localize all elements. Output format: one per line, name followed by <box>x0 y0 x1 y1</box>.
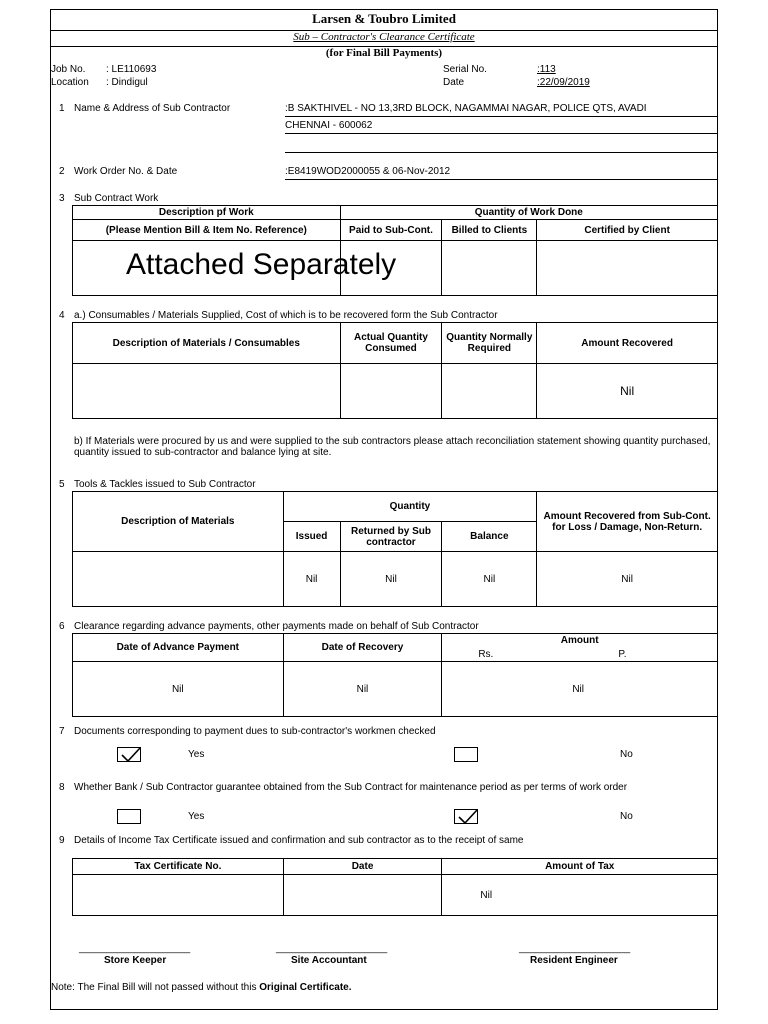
tools-amount-header: Amount Recovered from Sub-Cont. for Loss / Damage, Non-Return. <box>537 492 718 552</box>
address-underline-3 <box>285 152 718 153</box>
section-4b-note: b) If Materials were procured by us and were supplied to the sub contractors please attach reconciliation statement showing quantity purchased, quantity issued to sub-contractor and balance lying at site. <box>74 436 711 458</box>
section-5-number: 5 <box>59 479 65 490</box>
rupees-header: Rs. <box>478 649 494 660</box>
guarantee-no-checkbox[interactable] <box>454 809 478 824</box>
recovery-date-cell: Nil <box>283 662 442 717</box>
site-accountant-label: Site Accountant <box>291 955 367 966</box>
tools-table <box>72 491 718 607</box>
amount-recovered-cell: Nil <box>537 364 718 419</box>
section-9-number: 9 <box>59 835 65 846</box>
amount-cell: Nil <box>442 662 718 717</box>
tools-desc-header: Description of Materials <box>73 492 284 552</box>
address-underline-2 <box>285 133 718 134</box>
store-keeper-label: Store Keeper <box>104 955 167 966</box>
tools-amount-cell: Nil <box>537 552 718 607</box>
actual-qty-cell <box>340 364 442 419</box>
qty-done-header: Quantity of Work Done <box>340 206 717 220</box>
certificate-title: Sub – Contractor's Clearance Certificate <box>293 31 475 43</box>
certified-by-client-header: Certified by Client <box>537 220 718 241</box>
work-order-value: :E8419WOD2000055 & 06-Nov-2012 <box>285 166 451 177</box>
recovery-date-header: Date of Recovery <box>283 634 442 662</box>
location-label: Location <box>51 77 89 88</box>
address-underline-1 <box>285 116 718 117</box>
workmen-yes-label: Yes <box>188 749 205 760</box>
workmen-checked-yes-checkbox[interactable] <box>117 747 141 762</box>
billed-cell <box>442 241 537 296</box>
advance-date-header: Date of Advance Payment <box>73 634 284 662</box>
checkmark-icon <box>120 746 142 764</box>
tax-cert-no-cell <box>73 875 284 916</box>
footer-note-emphasis: Original Certificate. <box>259 982 352 993</box>
work-desc-header: Description pf Work <box>73 206 341 220</box>
subcontractor-address-line2: CHENNAI - 600062 <box>285 120 373 131</box>
amount-recovered-header: Amount Recovered <box>537 323 718 364</box>
consumables-table <box>72 322 718 419</box>
normal-qty-cell <box>442 364 537 419</box>
resident-engineer-signature-line: ____________________ <box>519 943 631 954</box>
normal-qty-header: Quantity Normally Required <box>442 323 537 364</box>
amount-header: Amount <box>560 635 599 646</box>
tax-amount-cell: Nil <box>442 875 718 916</box>
guarantee-no-label: No <box>620 811 633 822</box>
returned-cell: Nil <box>340 552 442 607</box>
amount-header-cell <box>442 634 718 662</box>
company-name: Larsen & Toubro Limited <box>312 11 456 26</box>
work-order-underline <box>285 179 718 180</box>
footer-note <box>51 982 352 993</box>
section-1-number: 1 <box>59 103 65 114</box>
materials-desc-cell <box>73 364 341 419</box>
checkmark-icon <box>457 808 479 826</box>
section-9-label: Details of Income Tax Certificate issued and confirmation and sub contractor as to the receipt of same <box>74 835 524 846</box>
section-4-number: 4 <box>59 310 65 321</box>
workmen-no-label: No <box>620 749 633 760</box>
balance-header: Balance <box>442 522 537 552</box>
job-no-label: Job No. <box>51 64 86 75</box>
section-2-number: 2 <box>59 166 65 177</box>
serial-no-label: Serial No. <box>443 64 487 75</box>
serial-no-value: :113 <box>537 64 556 75</box>
store-keeper-signature-line: ____________________ <box>79 943 191 954</box>
section-4-label: a.) Consumables / Materials Supplied, Cost of which is to be recovered form the Sub Contractor <box>74 310 498 321</box>
footer-note-text: Note: The Final Bill will not passed without this <box>51 982 260 993</box>
section-5-label: Tools & Tackles issued to Sub Contractor <box>74 479 256 490</box>
workmen-checked-no-checkbox[interactable] <box>454 747 478 762</box>
section-6-label: Clearance regarding advance payments, other payments made on behalf of Sub Contractor <box>74 621 479 632</box>
work-desc-subheader: (Please Mention Bill & Item No. Reference) <box>73 220 341 241</box>
tax-amount-header: Amount of Tax <box>442 859 718 875</box>
paise-header: P. <box>618 649 627 660</box>
tax-date-header: Date <box>283 859 442 875</box>
section-8-label: Whether Bank / Sub Contractor guarantee obtained from the Sub Contract for maintenance period as per terms of work order <box>74 782 628 793</box>
section-1-label: Name & Address of Sub Contractor <box>74 103 231 114</box>
advance-payments-table <box>72 633 718 717</box>
advance-date-cell: Nil <box>73 662 284 717</box>
section-7-number: 7 <box>59 726 65 737</box>
certificate-purpose: (for Final Bill Payments) <box>325 47 443 59</box>
location-value: : Dindigul <box>106 77 148 88</box>
section-8-number: 8 <box>59 782 65 793</box>
section-3-label: Sub Contract Work <box>74 193 159 204</box>
resident-engineer-label: Resident Engineer <box>530 955 618 966</box>
guarantee-yes-label: Yes <box>188 811 205 822</box>
section-6-number: 6 <box>59 621 65 632</box>
issued-cell: Nil <box>283 552 340 607</box>
actual-qty-header: Actual Quantity Consumed <box>340 323 442 364</box>
section-2-label: Work Order No. & Date <box>74 166 178 177</box>
billed-to-clients-header: Billed to Clients <box>442 220 537 241</box>
tools-qty-header: Quantity <box>283 492 537 522</box>
certified-cell <box>537 241 718 296</box>
balance-cell: Nil <box>442 552 537 607</box>
job-no-value: : LE110693 <box>106 64 157 75</box>
issued-header: Issued <box>283 522 340 552</box>
tools-desc-cell <box>73 552 284 607</box>
section-3-number: 3 <box>59 193 65 204</box>
materials-desc-header: Description of Materials / Consumables <box>73 323 341 364</box>
tax-certificate-table <box>72 858 718 916</box>
site-accountant-signature-line: ____________________ <box>276 943 388 954</box>
tax-cert-no-header: Tax Certificate No. <box>73 859 284 875</box>
date-label: Date <box>443 77 465 88</box>
subcontractor-address-line1: :B SAKTHIVEL - NO 13,3RD BLOCK, NAGAMMAI NAGAR, POLICE QTS, AVADI <box>285 103 647 114</box>
tax-date-cell <box>283 875 442 916</box>
section-7-label: Documents corresponding to payment dues to sub-contractor's workmen checked <box>74 726 436 737</box>
guarantee-yes-checkbox[interactable] <box>117 809 141 824</box>
returned-header: Returned by Sub contractor <box>340 522 442 552</box>
paid-to-sub-header: Paid to Sub-Cont. <box>340 220 442 241</box>
attached-separately-text: Attached Separately <box>126 248 397 281</box>
date-value: :22/09/2019 <box>537 77 590 88</box>
